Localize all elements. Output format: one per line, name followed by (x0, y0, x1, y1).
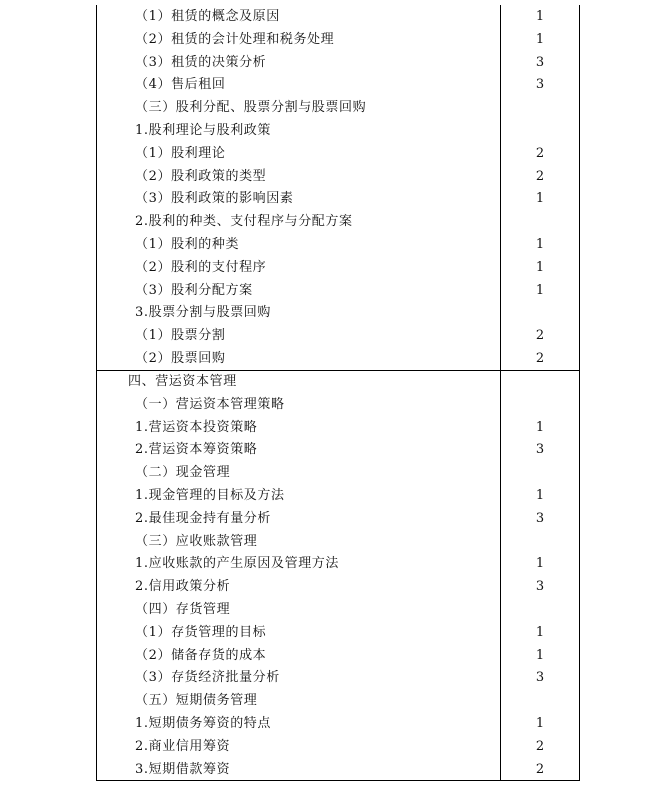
table-row (97, 325, 579, 348)
item-text: 2.信用政策分析 (135, 579, 231, 595)
item-text: （2）股票回购 (135, 351, 226, 366)
table-row (97, 485, 579, 508)
table-row (97, 553, 579, 576)
item-level: 3 (535, 77, 545, 93)
item-level: 1 (535, 282, 545, 298)
item-text: （2）租赁的会计处理和税务处理 (135, 31, 335, 47)
item-text: （三）应收账款管理 (135, 533, 258, 549)
table-row (97, 599, 579, 622)
table-row (97, 74, 579, 97)
table-row (97, 508, 579, 531)
item-level: 2 (535, 738, 545, 754)
table-row (97, 234, 579, 257)
item-level: 2 (535, 351, 545, 366)
item-level: 1 (535, 259, 545, 275)
table-row (97, 52, 579, 75)
item-level: 2 (535, 145, 545, 161)
item-text: （1）存货管理的目标 (135, 624, 267, 640)
item-text: （1）股利的种类 (135, 237, 240, 252)
table-row (97, 531, 579, 554)
item-level: 1 (535, 237, 545, 252)
item-text: 1.应收账款的产生原因及管理方法 (135, 556, 340, 572)
table-row (97, 622, 579, 645)
table-row (97, 280, 579, 303)
item-text: 1.股利理论与股利政策 (135, 123, 272, 138)
item-level: 1 (535, 31, 545, 47)
table-row (97, 120, 579, 143)
table-row (97, 576, 579, 599)
item-text: （4）售后租回 (135, 77, 226, 93)
item-text: 3.短期借款筹资 (135, 761, 231, 777)
section-heading: 四、营运资本管理 (128, 374, 237, 389)
item-level: 1 (535, 488, 545, 503)
item-level: 3 (535, 54, 545, 70)
table-row (97, 759, 579, 782)
item-text: （三）股利分配、股票分割与股票回购 (135, 100, 367, 116)
item-text: （四）存货管理 (135, 602, 231, 617)
item-text: （3）租赁的决策分析 (135, 54, 267, 70)
item-level: 3 (535, 442, 545, 458)
item-text: 2.股利的种类、支付程序与分配方案 (135, 214, 353, 230)
item-text: （2）储备存货的成本 (135, 647, 267, 663)
table-row (97, 143, 579, 166)
syllabus-table (96, 5, 580, 781)
item-text: 1.短期债务筹资的特点 (135, 716, 272, 731)
item-text: （2）股利政策的类型 (135, 168, 267, 184)
table-row (97, 348, 579, 371)
table-row (97, 417, 579, 440)
item-text: （二）现金管理 (135, 465, 231, 481)
item-level: 3 (535, 579, 545, 595)
table-row (97, 736, 579, 759)
table-row (97, 97, 579, 120)
item-text: （一）营运资本管理策略 (135, 396, 285, 412)
item-text: （3）股利政策的影响因素 (135, 191, 294, 207)
item-text: （1）股利理论 (135, 145, 226, 161)
item-level: 1 (535, 624, 545, 640)
table-row (97, 188, 579, 211)
item-level: 1 (535, 191, 545, 207)
item-text: 3.股票分割与股票回购 (135, 305, 272, 321)
item-text: （2）股利的支付程序 (135, 259, 267, 275)
item-level: 1 (535, 419, 545, 435)
item-text: 2.营运资本筹资策略 (135, 442, 258, 458)
item-text: （1）股票分割 (135, 328, 226, 344)
table-row (97, 462, 579, 485)
item-level: 3 (535, 510, 545, 526)
item-text: （1）租赁的概念及原因 (135, 9, 280, 24)
table-row (97, 645, 579, 668)
item-level: 1 (535, 556, 545, 572)
item-level: 3 (535, 670, 545, 686)
table-row (97, 302, 579, 325)
table-row (97, 439, 579, 462)
item-text: （3）存货经济批量分析 (135, 670, 280, 686)
table-row (97, 166, 579, 189)
table-row (97, 690, 579, 713)
table-row (97, 29, 579, 52)
table-row (97, 211, 579, 234)
item-level: 2 (535, 761, 545, 777)
table-row (97, 371, 579, 394)
table-row (97, 713, 579, 736)
item-level: 1 (535, 716, 545, 731)
item-level: 1 (535, 9, 545, 24)
table-row (97, 257, 579, 280)
item-level: 1 (535, 647, 545, 663)
item-text: 2.商业信用筹资 (135, 738, 231, 754)
item-text: 1.现金管理的目标及方法 (135, 488, 285, 503)
item-level: 2 (535, 328, 545, 344)
table-row (97, 6, 579, 29)
table-row (97, 394, 579, 417)
table-row (97, 667, 579, 690)
item-text: （五）短期债务管理 (135, 693, 258, 709)
item-text: 1.营运资本投资策略 (135, 419, 258, 435)
item-text: （3）股利分配方案 (135, 282, 253, 298)
item-text: 2.最佳现金持有量分析 (135, 510, 272, 526)
item-level: 2 (535, 168, 545, 184)
